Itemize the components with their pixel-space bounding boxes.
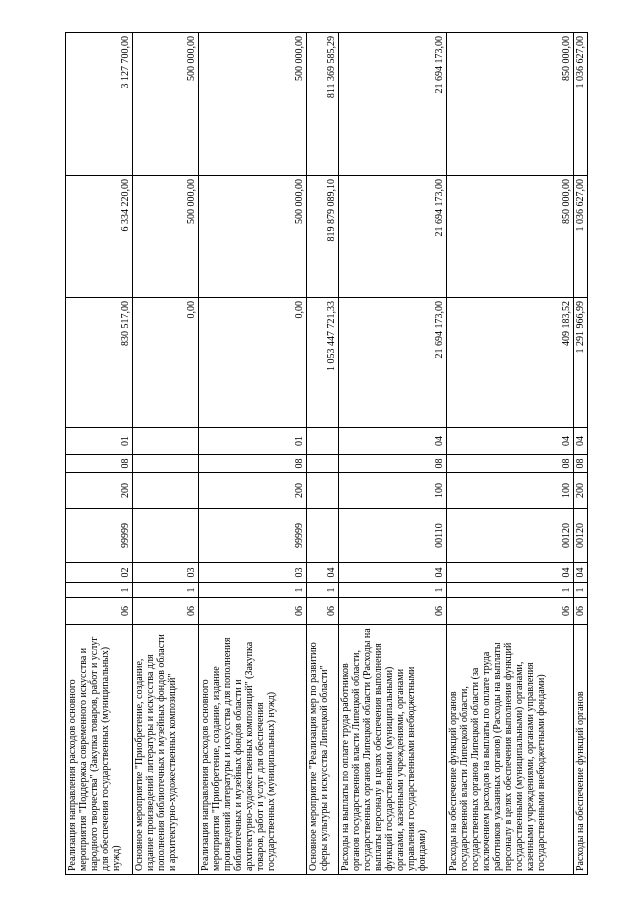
- code-cell: 200: [66, 473, 133, 509]
- value-cell: 21 694 173,00: [339, 33, 447, 176]
- code-cell: [133, 509, 199, 563]
- code-cell: [307, 455, 339, 473]
- code-cell: [133, 473, 199, 509]
- value-cell: 0,00: [133, 298, 199, 428]
- code-cell: 06: [307, 598, 339, 625]
- value-cell: 409 183,52: [447, 298, 574, 428]
- code-cell: 08: [66, 455, 133, 473]
- code-cell: 200: [574, 473, 588, 509]
- value-cell: 21 694 173,00: [339, 298, 447, 428]
- value-cell: 500 000,00: [133, 176, 199, 298]
- row-name-cell: Расходы на обеспечение функций органов: [574, 625, 588, 875]
- code-cell: 08: [339, 455, 447, 473]
- code-cell: 04: [447, 563, 574, 583]
- code-cell: [307, 473, 339, 509]
- table-row: [199, 33, 307, 875]
- code-cell: 04: [574, 428, 588, 455]
- code-cell: 04: [574, 563, 588, 583]
- row-name-cell: Реализация направления расходов основного мероприятия "Приобретение, создание, издание произведений литературы и искусства для пополнения библиотечных и музейных фондов области и архитектурно-художественных композиций" (Закупка товаров, работ и услуг для обеспечения государственных (муниципальных) нужд): [199, 625, 307, 875]
- row-name-cell: Реализация направления расходов основного мероприятия "Поддержка современного искусства и народного творчества" (Закупка товаров, работ и услуг для обеспечения государственных (муниципальных) нужд): [66, 625, 133, 875]
- code-cell: 04: [339, 563, 447, 583]
- budget-table-body: [66, 33, 588, 875]
- code-cell: 99999: [66, 509, 133, 563]
- code-cell: 1: [133, 583, 199, 598]
- code-cell: 1: [447, 583, 574, 598]
- row-name-cell: Расходы на выплаты по оплате труда работников органов государственной власти Липецкой области, государственных органов Липецкой области (Расходы на выплаты персоналу в целях обеспечения выполнения функций государственными (муниципальными) органами, казенными учреждениями, органами управления государственными внебюджетными фондами): [339, 625, 447, 875]
- code-cell: [133, 428, 199, 455]
- row-name-cell: Основное мероприятие "Приобретение, создание, издание произведений литературы и искусства для пополнения библиотечных и музейных фондов области и архитектурно-художественных композиций": [133, 625, 199, 875]
- code-cell: [307, 428, 339, 455]
- value-cell: 850 000,00: [447, 33, 574, 176]
- value-cell: 6 334 220,00: [66, 176, 133, 298]
- value-cell: 1 291 966,99: [574, 298, 588, 428]
- code-cell: 00120: [447, 509, 574, 563]
- code-cell: 08: [447, 455, 574, 473]
- value-cell: 1 053 447 721,33: [307, 298, 339, 428]
- code-cell: 200: [199, 473, 307, 509]
- table-row: [339, 33, 447, 875]
- code-cell: 08: [199, 455, 307, 473]
- table-row: [574, 33, 588, 875]
- budget-table: [65, 32, 588, 875]
- code-cell: 04: [339, 428, 447, 455]
- value-cell: 0,00: [199, 298, 307, 428]
- code-cell: 03: [133, 563, 199, 583]
- code-cell: 1: [66, 583, 133, 598]
- code-cell: 04: [307, 563, 339, 583]
- code-cell: 06: [66, 598, 133, 625]
- value-cell: 500 000,00: [199, 176, 307, 298]
- value-cell: 811 369 585,29: [307, 33, 339, 176]
- code-cell: 1: [307, 583, 339, 598]
- code-cell: 1: [339, 583, 447, 598]
- table-row: [133, 33, 199, 875]
- code-cell: 02: [66, 563, 133, 583]
- code-cell: 06: [447, 598, 574, 625]
- code-cell: 01: [199, 428, 307, 455]
- row-name-cell: Основное мероприятие "Реализация мер по развитию сферы культуры и искусства Липецкой области": [307, 625, 339, 875]
- value-cell: 850 000,00: [447, 176, 574, 298]
- value-cell: 3 127 700,00: [66, 33, 133, 176]
- rotated-budget-table-wrapper: [65, 33, 587, 875]
- code-cell: 06: [339, 598, 447, 625]
- code-cell: 04: [447, 428, 574, 455]
- code-cell: 01: [66, 428, 133, 455]
- code-cell: 00110: [339, 509, 447, 563]
- code-cell: 03: [199, 563, 307, 583]
- row-name-cell: Расходы на обеспечение функций органов государственной власти Липецкой области, государственных органов Липецкой области (за исключением расходов на выплаты по оплате труда работников указанных органов) (Расходы на выплаты персоналу в целях обеспечения выполнения функций государственными (муниципальными) органами, казенными учреждениями, органами управления государственными внебюджетными фондами): [447, 625, 574, 875]
- code-cell: 100: [447, 473, 574, 509]
- code-cell: 1: [199, 583, 307, 598]
- value-cell: 500 000,00: [133, 33, 199, 176]
- code-cell: 00120: [574, 509, 588, 563]
- code-cell: 1: [574, 583, 588, 598]
- code-cell: [307, 509, 339, 563]
- code-cell: 100: [339, 473, 447, 509]
- table-row: [447, 33, 574, 875]
- table-row: [66, 33, 133, 875]
- code-cell: 99999: [199, 509, 307, 563]
- code-cell: [133, 455, 199, 473]
- value-cell: 830 517,00: [66, 298, 133, 428]
- code-cell: 06: [133, 598, 199, 625]
- code-cell: 06: [574, 598, 588, 625]
- value-cell: 1 036 627,00: [574, 33, 588, 176]
- value-cell: 1 036 627,00: [574, 176, 588, 298]
- value-cell: 819 879 089,10: [307, 176, 339, 298]
- code-cell: 08: [574, 455, 588, 473]
- table-row: [307, 33, 339, 875]
- value-cell: 500 000,00: [199, 33, 307, 176]
- value-cell: 21 694 173,00: [339, 176, 447, 298]
- code-cell: 06: [199, 598, 307, 625]
